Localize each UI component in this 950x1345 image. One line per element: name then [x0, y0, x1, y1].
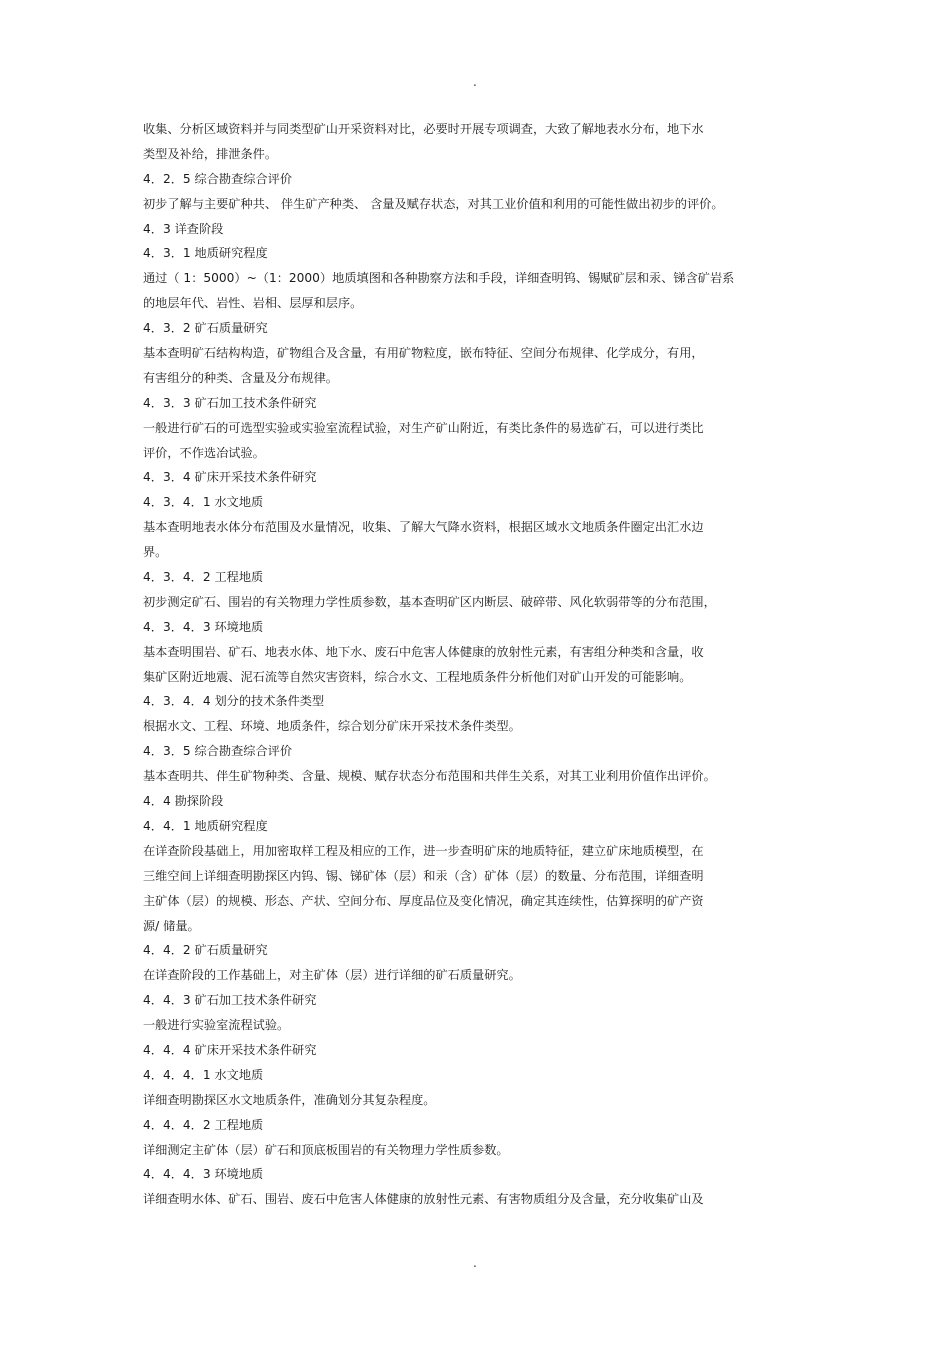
text-line: 初步测定矿石、围岩的有关物理力学性质参数，基本查明矿区内断层、破碎带、风化软弱带等的分布范围，: [143, 594, 716, 609]
text-line: 4．3．3 矿石加工技术条件研究: [143, 395, 317, 410]
text-line: 基本查明共、伴生矿物种类、含量、规模、赋存状态分布范围和共伴生关系，对其工业利用价值作出评价。: [143, 769, 716, 784]
text-line: 4．4．4 矿床开采技术条件研究: [143, 1042, 317, 1057]
text-line: 4．3．2 矿石质量研究: [143, 321, 268, 336]
text-line: 主矿体（层）的规模、形态、产状、空间分布、厚度品位及变化情况，确定其连续性，估算探明的矿产资: [143, 893, 704, 908]
page-top-mark: .: [473, 75, 477, 89]
text-line: 类型及补给，排泄条件。: [143, 146, 278, 161]
text-line: 4．4．1 地质研究程度: [143, 818, 268, 833]
text-line: 4．3．4．3 环境地质: [143, 619, 264, 634]
text-line: 详细测定主矿体（层）矿石和顶底板围岩的有关物理力学性质参数。: [143, 1142, 509, 1157]
text-line: 4．3．4．2 工程地质: [143, 570, 264, 585]
text-line: 基本查明围岩、矿石、地表水体、地下水、废石中危害人体健康的放射性元素，有害组分种类和含量，收: [143, 644, 704, 659]
text-line: 源/ 储量。: [143, 918, 200, 933]
text-line: 4．4 勘探阶段: [143, 794, 224, 809]
text-line: 4．2．5 综合勘查综合评价: [143, 171, 293, 186]
text-line: 一般进行实验室流程试验。: [143, 1018, 290, 1033]
text-line: 基本查明矿石结构构造，矿物组合及含量，有用矿物粒度，嵌布特征、空间分布规律、化学成分，有用，: [143, 346, 704, 361]
text-line: 4．3．4．4 划分的技术条件类型: [143, 694, 325, 709]
text-line: 4．3．4 矿床开采技术条件研究: [143, 470, 317, 485]
text-line: 详细查明勘探区水文地质条件，准确划分其复杂程度。: [143, 1092, 436, 1107]
text-line: 三维空间上详细查明勘探区内钨、锡、锑矿体（层）和汞（含）矿体（层）的数量、分布范围，详细查明: [143, 868, 704, 883]
document-body: [143, 117, 783, 1212]
text-line: 在详查阶段基础上，用加密取样工程及相应的工作，进一步查明矿床的地质特征，建立矿床地质模型，在: [143, 843, 704, 858]
text-line: 4．3．5 综合勘查综合评价: [143, 744, 293, 759]
text-line: 通过（ 1：5000）~（1：2000）地质填图和各种勘察方法和手段，详细查明钨、锡赋矿层和汞、锑含矿岩系: [143, 271, 735, 286]
text-line: 初步了解与主要矿种共、 伴生矿产种类、 含量及赋存状态，对其工业价值和利用的可能性做出初步的评价。: [143, 196, 724, 211]
text-line: 4．4．3 矿石加工技术条件研究: [143, 993, 317, 1008]
text-line: 的地层年代、岩性、岩相、层厚和层序。: [143, 296, 363, 311]
page-bottom-mark: .: [473, 1256, 477, 1270]
text-line: 基本查明地表水体分布范围及水量情况，收集、了解大气降水资料，根据区域水文地质条件圈定出汇水边: [143, 520, 704, 535]
text-line: 4．4．4．2 工程地质: [143, 1117, 264, 1132]
text-line: 4．3．1 地质研究程度: [143, 246, 268, 261]
text-line: 4．4．4．1 水文地质: [143, 1067, 264, 1082]
text-line: 在详查阶段的工作基础上，对主矿体（层）进行详细的矿石质量研究。: [143, 968, 521, 983]
text-line: 4．4．2 矿石质量研究: [143, 943, 268, 958]
text-line: 一般进行矿石的可选型实验或实验室流程试验，对生产矿山附近，有类比条件的易选矿石，可以进行类比: [143, 420, 704, 435]
text-line: 有害组分的种类、含量及分布规律。: [143, 370, 338, 385]
text-line: 集矿区附近地震、泥石流等自然灾害资料，综合水文、工程地质条件分析他们对矿山开发的可能影响。: [143, 669, 692, 684]
text-line: 4．3 详查阶段: [143, 221, 224, 236]
text-line: 4．4．4．3 环境地质: [143, 1167, 264, 1182]
text-line: 4．3．4．1 水文地质: [143, 495, 264, 510]
text-line: 评价，不作选冶试验。: [143, 445, 265, 460]
text-line: 根据水文、工程、环境、地质条件，综合划分矿床开采技术条件类型。: [143, 719, 521, 734]
text-line: 界。: [143, 545, 168, 560]
text-line: 详细查明水体、矿石、围岩、废石中危害人体健康的放射性元素、有害物质组分及含量，充分收集矿山及: [143, 1192, 704, 1207]
text-line: 收集、分析区域资料并与同类型矿山开采资料对比，必要时开展专项调查，大致了解地表水分布，地下水: [143, 122, 704, 136]
